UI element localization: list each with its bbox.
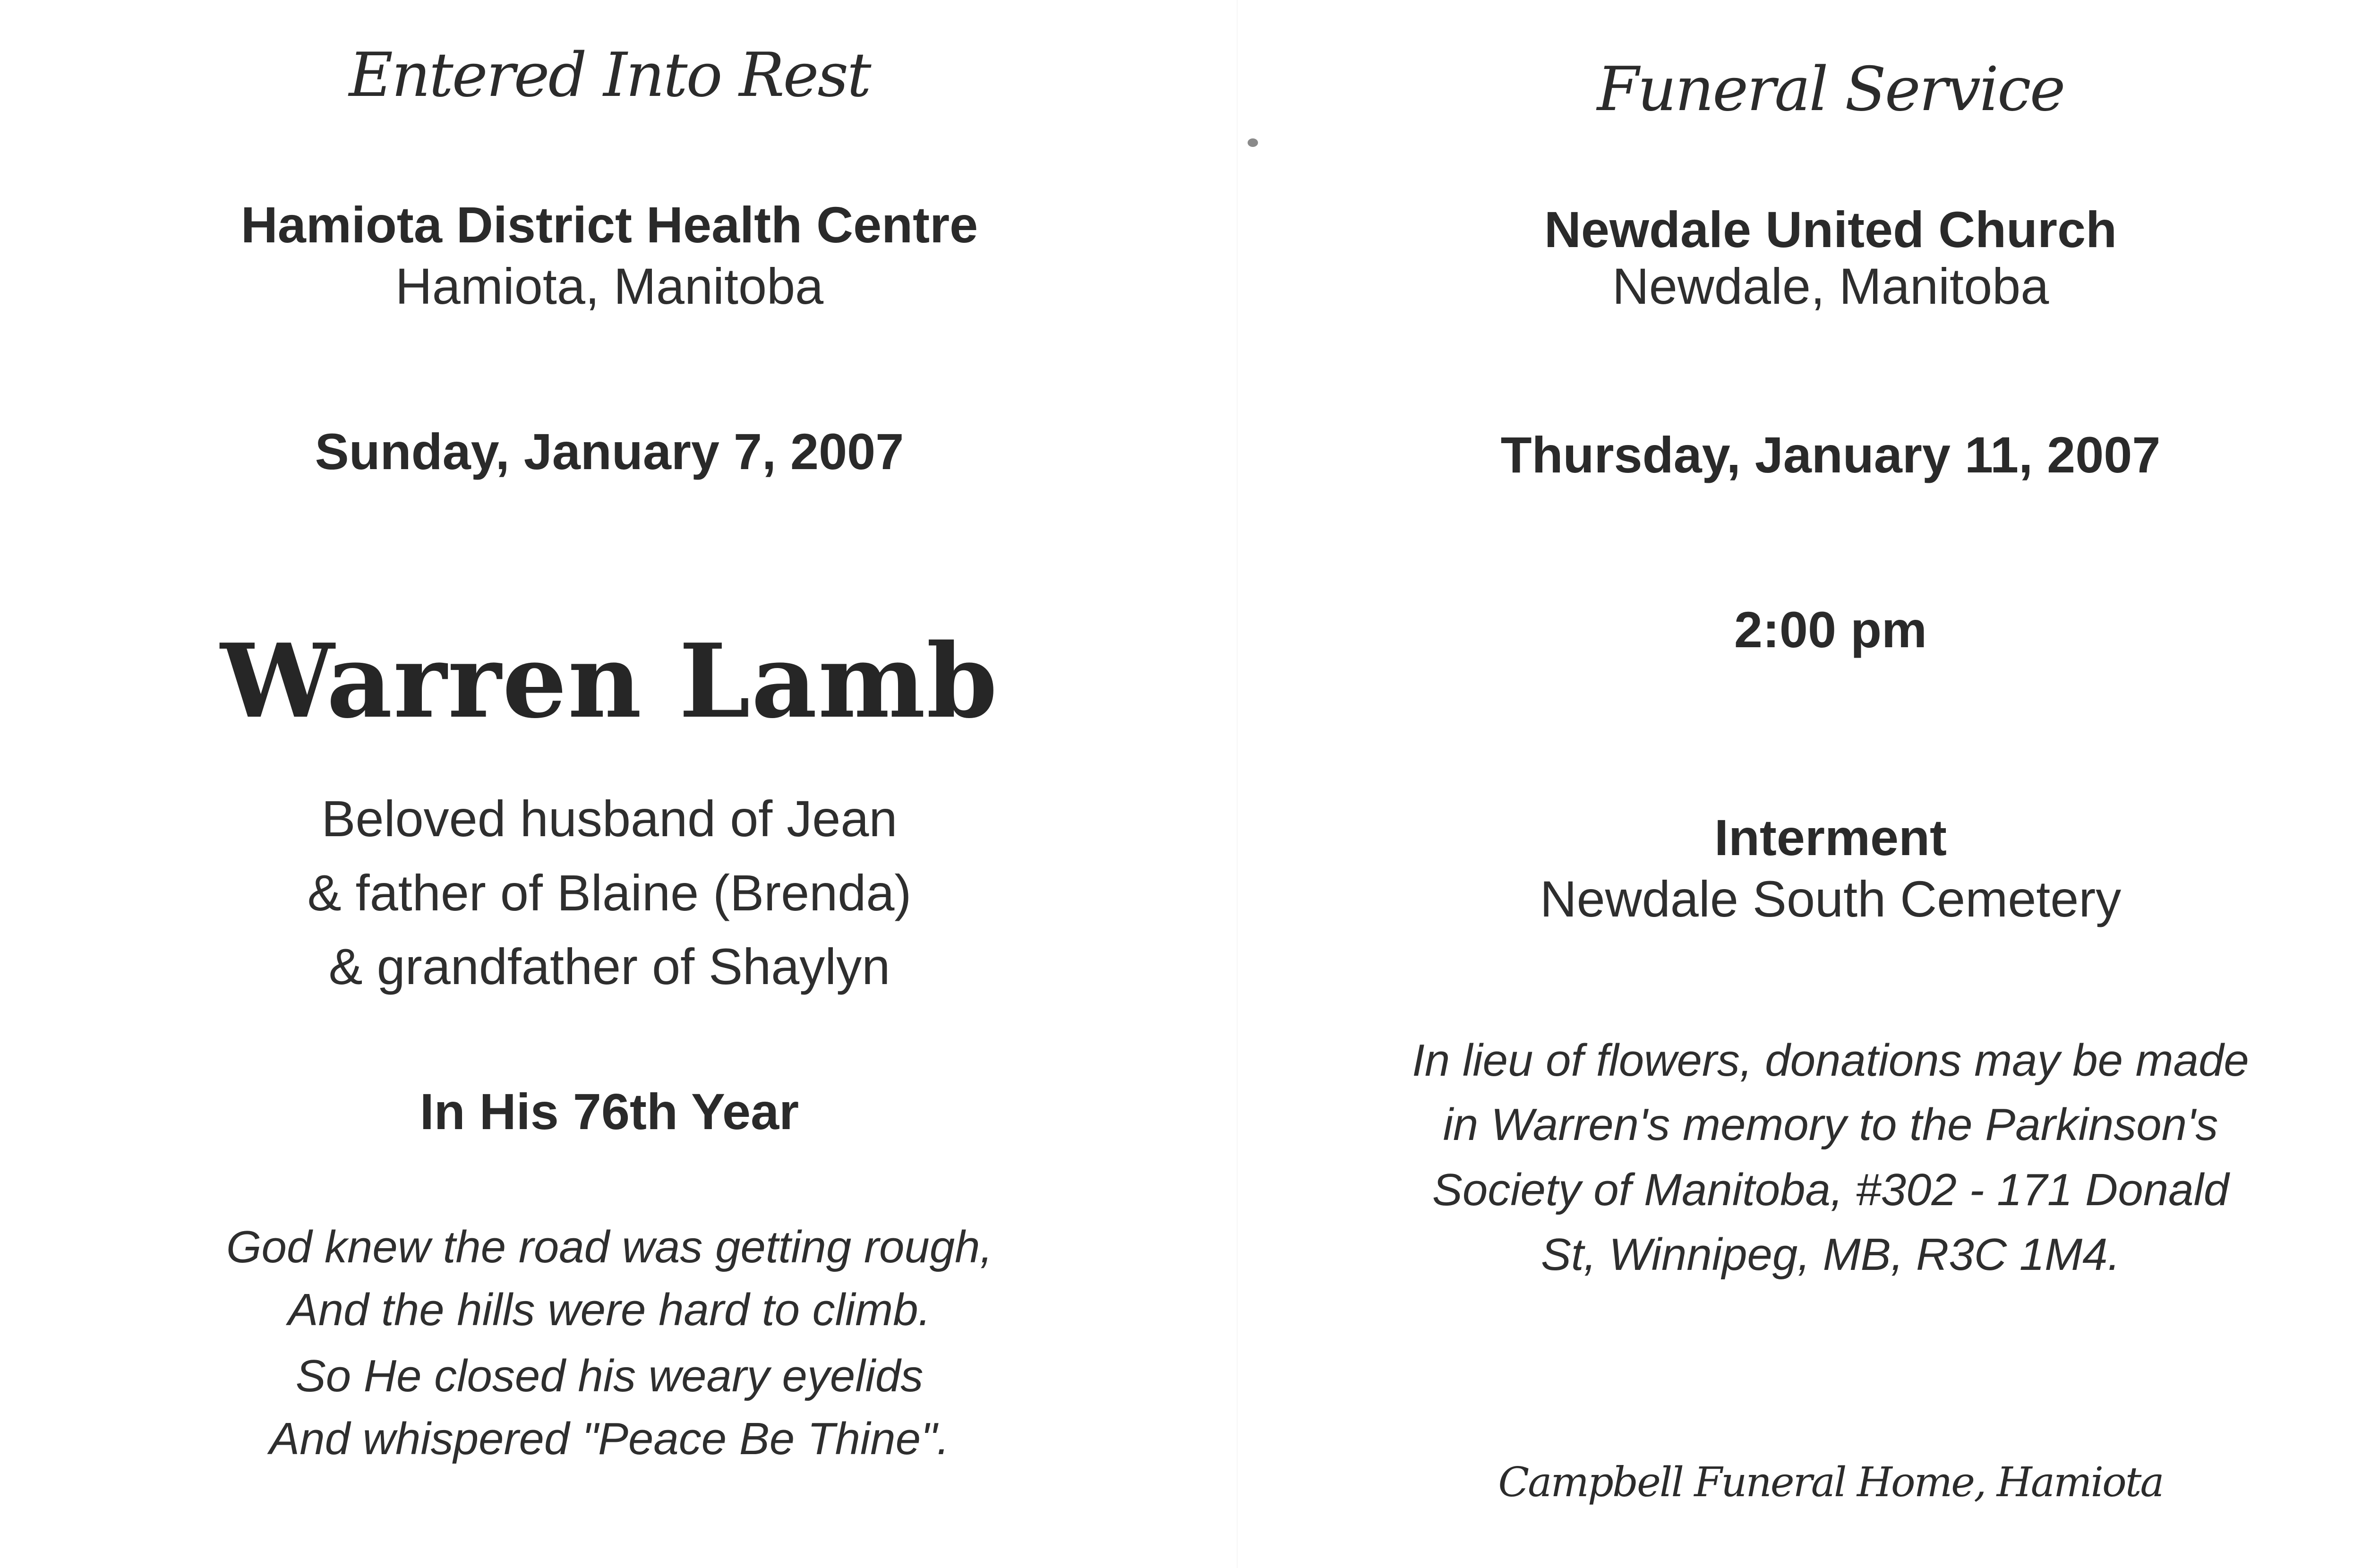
donation-line: St, Winnipeg, MB, R3C 1M4.	[1540, 1229, 2121, 1280]
interment-place: Newdale South Cemetery	[1540, 870, 2122, 927]
donation-line: in Warren's memory to the Parkinson's	[1443, 1099, 2218, 1150]
place-of-rest-location: Hamiota, Manitoba	[395, 257, 824, 315]
family-line: Beloved husband of Jean	[321, 790, 898, 847]
service-date: Thursday, January 11, 2007	[1500, 426, 2161, 483]
right-panel	[1247, 0, 2362, 1568]
family-line: & grandfather of Shaylyn	[328, 938, 890, 995]
service-time: 2:00 pm	[1734, 601, 1927, 658]
service-place-location: Newdale, Manitoba	[1612, 257, 2049, 315]
deceased-name: Warren Lamb	[220, 621, 999, 741]
interment-label: Interment	[1714, 809, 1947, 866]
funeral-service-heading: Funeral Service	[1597, 54, 2064, 125]
age-line: In His 76th Year	[419, 1083, 799, 1140]
service-place-name: Newdale United Church	[1544, 201, 2117, 258]
entered-into-rest-heading: Entered Into Rest	[349, 40, 870, 111]
poem-line: So He closed his weary eyelids	[295, 1351, 924, 1401]
poem-line: And the hills were hard to climb.	[288, 1285, 931, 1335]
poem-line: God knew the road was getting rough,	[226, 1222, 993, 1272]
card-fold-line	[1236, 0, 1238, 1568]
place-of-rest-name: Hamiota District Health Centre	[240, 196, 978, 253]
funeral-home-footer: Campbell Funeral Home, Hamiota	[1498, 1459, 2163, 1506]
donation-line: In lieu of flowers, donations may be made	[1412, 1035, 2249, 1086]
date-of-death: Sunday, January 7, 2007	[315, 423, 904, 480]
family-line: & father of Blaine (Brenda)	[307, 864, 912, 921]
poem-line: And whispered "Peace Be Thine".	[269, 1414, 950, 1464]
donation-line: Society of Manitoba, #302 - 171 Donald	[1432, 1165, 2229, 1215]
